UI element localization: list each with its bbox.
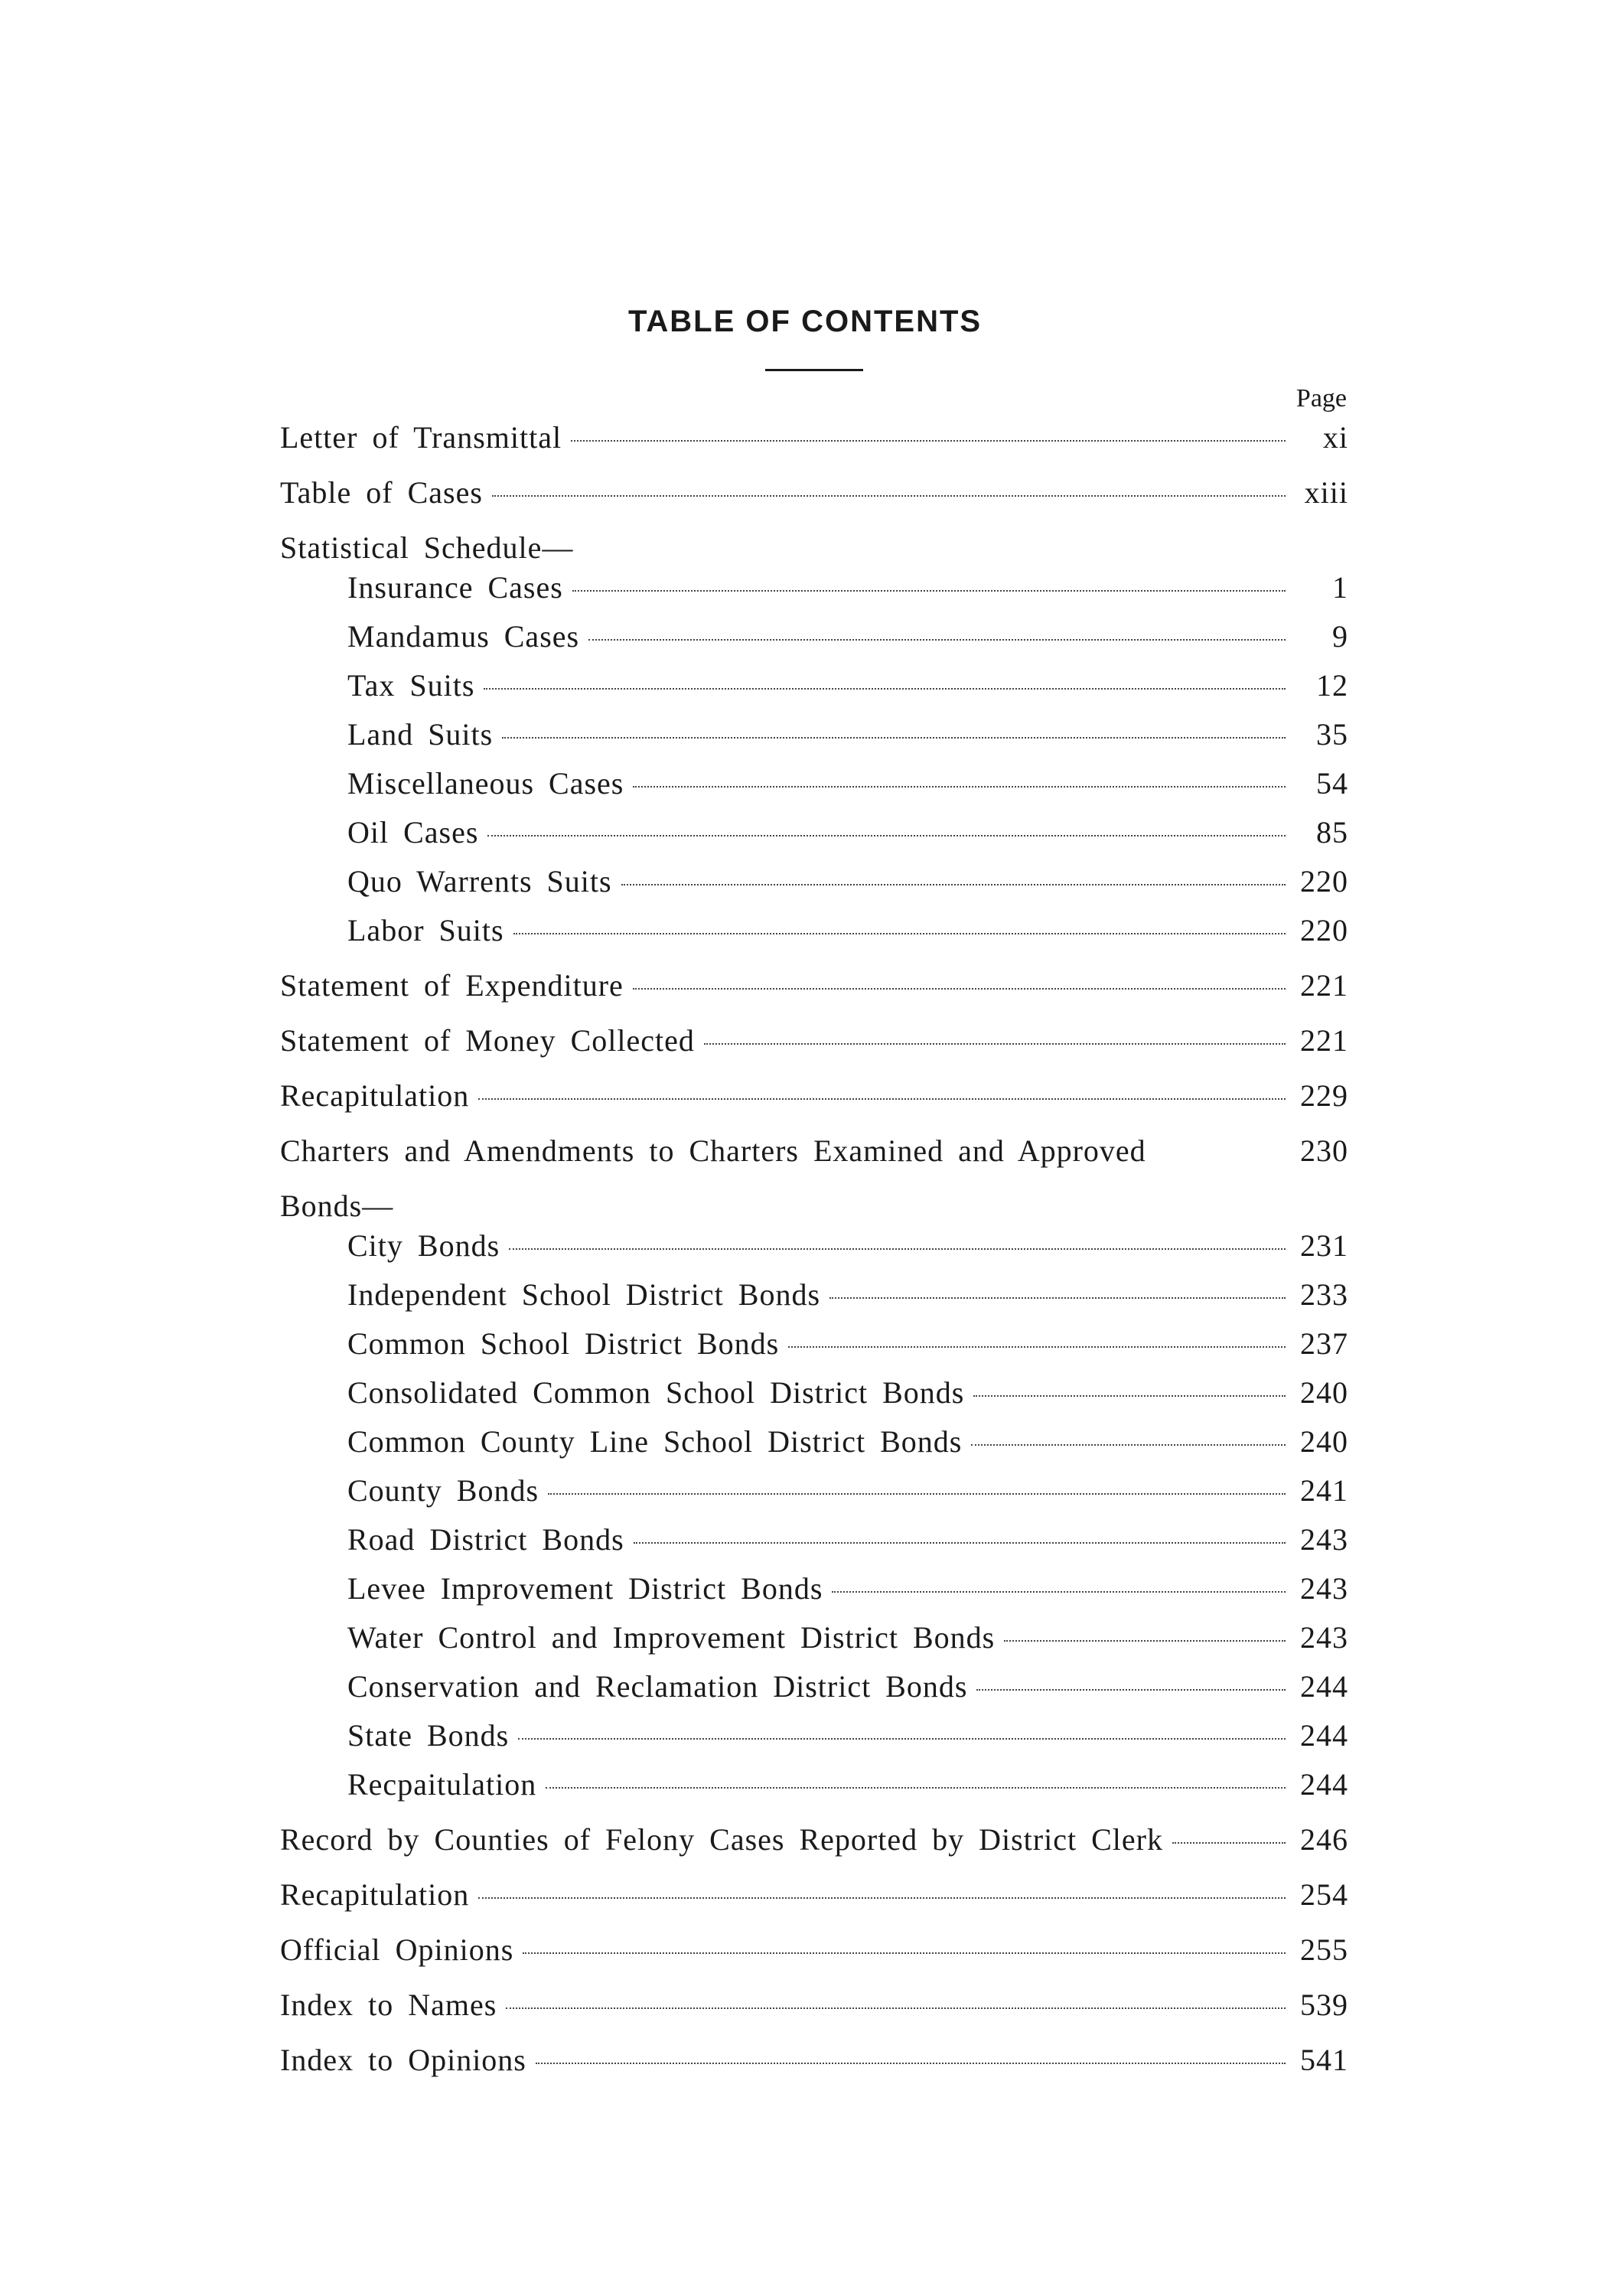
toc-entry-page: 243 bbox=[1300, 1571, 1348, 1606]
toc-entry-label: Land Suits bbox=[347, 717, 494, 752]
toc-entry-page: 243 bbox=[1300, 1522, 1348, 1557]
toc-entry-page: 244 bbox=[1300, 1718, 1348, 1753]
dot-leader bbox=[788, 1346, 1286, 1348]
dot-leader bbox=[829, 1297, 1286, 1299]
toc-entry-label: Conservation and Reclamation District Bonds bbox=[347, 1669, 968, 1704]
toc-entry-page: 220 bbox=[1300, 864, 1348, 899]
toc-entry bbox=[347, 1570, 1348, 1609]
toc-entry bbox=[280, 1133, 1348, 1171]
dot-leader bbox=[509, 1248, 1286, 1250]
toc-entry-label: Levee Improvement District Bonds bbox=[347, 1571, 823, 1606]
toc-entry-page: 240 bbox=[1300, 1424, 1348, 1459]
toc-entry-label: County Bonds bbox=[347, 1473, 539, 1508]
toc-entry-label: Mandamus Cases bbox=[347, 619, 580, 654]
toc-entry-page: 221 bbox=[1300, 968, 1348, 1003]
toc-entry bbox=[347, 863, 1348, 902]
toc-entry-label: Tax Suits bbox=[347, 668, 475, 703]
toc-entry-label: Labor Suits bbox=[347, 913, 504, 947]
toc-entry bbox=[347, 1619, 1348, 1658]
toc-entry bbox=[347, 1521, 1348, 1560]
toc-entry-page: 237 bbox=[1300, 1326, 1348, 1361]
toc-entry-page: 9 bbox=[1332, 619, 1348, 654]
dot-leader bbox=[621, 884, 1286, 885]
page-column-label: Page bbox=[1295, 384, 1347, 413]
toc-entry bbox=[280, 1022, 1348, 1061]
toc-entry-page: 240 bbox=[1300, 1375, 1348, 1410]
toc-entry-page: 35 bbox=[1316, 717, 1348, 752]
toc-entry-page: 241 bbox=[1300, 1473, 1348, 1508]
dot-leader bbox=[973, 1395, 1286, 1397]
toc-entry bbox=[347, 1766, 1348, 1805]
toc-entry bbox=[347, 1668, 1348, 1707]
toc-section-heading bbox=[280, 1188, 1348, 1226]
toc-entry bbox=[347, 912, 1348, 951]
dot-leader bbox=[832, 1591, 1286, 1593]
dot-leader bbox=[971, 1444, 1286, 1446]
dot-leader bbox=[492, 495, 1286, 497]
toc-entry-page: 220 bbox=[1300, 913, 1348, 947]
toc-entry-page: 221 bbox=[1300, 1023, 1348, 1058]
dot-leader bbox=[1004, 1640, 1286, 1642]
toc-entry bbox=[280, 1078, 1348, 1116]
toc-entry-label: Letter of Transmittal bbox=[280, 420, 562, 455]
dot-leader bbox=[1172, 1842, 1286, 1844]
toc-entry-page: 229 bbox=[1300, 1078, 1348, 1113]
toc-entry-label: City Bonds bbox=[347, 1228, 500, 1263]
toc-entry-label: Recpaitulation bbox=[347, 1767, 537, 1802]
toc-entry bbox=[347, 569, 1348, 608]
toc-entry bbox=[280, 419, 1348, 458]
toc-entry bbox=[347, 1424, 1348, 1462]
toc-entry bbox=[280, 475, 1348, 513]
toc-entry bbox=[347, 1375, 1348, 1413]
toc-entry bbox=[280, 1821, 1348, 1860]
dot-leader bbox=[478, 1897, 1286, 1899]
toc-entry-page: xi bbox=[1322, 420, 1348, 455]
toc-entry bbox=[347, 667, 1348, 706]
toc-entry-label: Quo Warrents Suits bbox=[347, 864, 612, 899]
toc-entry-label: Table of Cases bbox=[280, 475, 483, 510]
toc-entry-page: 244 bbox=[1300, 1767, 1348, 1802]
toc-entry-page: 12 bbox=[1316, 668, 1348, 703]
dot-leader bbox=[484, 688, 1286, 690]
toc-entry-page: 244 bbox=[1300, 1669, 1348, 1704]
dot-leader bbox=[502, 737, 1286, 739]
toc-entry-label: Statement of Expenditure bbox=[280, 968, 624, 1003]
toc-entry-label: Insurance Cases bbox=[347, 570, 563, 605]
toc-entry bbox=[347, 1326, 1348, 1364]
dot-leader bbox=[523, 1952, 1286, 1954]
toc-entry bbox=[280, 1877, 1348, 1915]
dot-leader bbox=[634, 1542, 1286, 1544]
toc-entry-page: 54 bbox=[1316, 766, 1348, 801]
toc-entry-page: 233 bbox=[1300, 1277, 1348, 1312]
toc-entry-label: Bonds— bbox=[280, 1189, 394, 1223]
toc-entry-label: Water Control and Improvement District Bonds bbox=[347, 1620, 996, 1655]
toc-entry-label: Miscellaneous Cases bbox=[347, 766, 624, 801]
toc-entry-label: Consolidated Common School District Bonds bbox=[347, 1375, 965, 1410]
toc-entry bbox=[347, 618, 1348, 657]
toc-entry-page: xiii bbox=[1304, 475, 1348, 510]
toc-entry bbox=[280, 967, 1348, 1006]
toc-entry-label: Recapitulation bbox=[280, 1078, 470, 1113]
toc-entry-label: Charters and Amendments to Charters Examined and Approved bbox=[280, 1133, 1146, 1168]
toc-entry-label: Official Opinions bbox=[280, 1932, 514, 1967]
toc-entry-label: State Bonds bbox=[347, 1718, 510, 1753]
page-title: TABLE OF CONTENTS bbox=[627, 305, 983, 338]
dot-leader bbox=[633, 988, 1286, 990]
dot-leader bbox=[572, 590, 1286, 592]
toc-entry-page: 85 bbox=[1316, 815, 1348, 850]
dot-leader bbox=[478, 1098, 1286, 1100]
dot-leader bbox=[588, 639, 1286, 641]
toc-entry-label: Index to Names bbox=[280, 1988, 497, 2022]
toc-entry bbox=[347, 765, 1348, 804]
dot-leader bbox=[518, 1738, 1286, 1740]
toc-entry-page: 539 bbox=[1300, 1988, 1348, 2022]
dot-leader bbox=[548, 1493, 1286, 1495]
dot-leader bbox=[571, 440, 1286, 442]
toc-entry-label: Statement of Money Collected bbox=[280, 1023, 695, 1058]
dot-leader bbox=[976, 1689, 1286, 1691]
toc-entry bbox=[280, 1987, 1348, 2025]
toc-entry bbox=[280, 1932, 1348, 1970]
toc-entry bbox=[347, 814, 1348, 853]
toc-entry-label: Index to Opinions bbox=[280, 2043, 526, 2077]
toc-entry-label: Record by Counties of Felony Cases Reported by District Clerk bbox=[280, 1822, 1163, 1857]
toc-entry-label: Common County Line School District Bonds bbox=[347, 1424, 963, 1459]
toc-entry bbox=[347, 1473, 1348, 1511]
dot-leader bbox=[506, 2007, 1286, 2009]
toc-entry-label: Recapitulation bbox=[280, 1877, 470, 1912]
toc-entry-label: Statistical Schedule— bbox=[280, 530, 574, 565]
toc-entry bbox=[347, 1277, 1348, 1315]
dot-leader bbox=[704, 1043, 1286, 1045]
toc-entry bbox=[347, 716, 1348, 755]
toc-entry-label: Common School District Bonds bbox=[347, 1326, 780, 1361]
dot-leader bbox=[633, 786, 1286, 788]
toc-entry bbox=[347, 1228, 1348, 1266]
toc-entry-page: 230 bbox=[1300, 1133, 1348, 1168]
toc-entry-page: 1 bbox=[1332, 570, 1348, 605]
dot-leader bbox=[546, 1787, 1286, 1789]
toc-entry-page: 254 bbox=[1300, 1877, 1348, 1912]
toc-entry-label: Independent School District Bonds bbox=[347, 1277, 821, 1312]
toc-entry-page: 255 bbox=[1300, 1932, 1348, 1967]
toc-entry bbox=[347, 1717, 1348, 1756]
toc-entry-page: 541 bbox=[1300, 2043, 1348, 2077]
dot-leader bbox=[513, 933, 1286, 934]
toc-entry-label: Oil Cases bbox=[347, 815, 479, 850]
dot-leader bbox=[487, 835, 1286, 837]
toc-entry-label: Road District Bonds bbox=[347, 1522, 624, 1557]
dot-leader bbox=[536, 2063, 1286, 2064]
toc-entry bbox=[280, 2042, 1348, 2080]
toc-entry-page: 243 bbox=[1300, 1620, 1348, 1655]
toc-entry-page: 246 bbox=[1300, 1822, 1348, 1857]
toc-entry-page: 231 bbox=[1300, 1228, 1348, 1263]
toc-section-heading bbox=[280, 530, 1348, 568]
